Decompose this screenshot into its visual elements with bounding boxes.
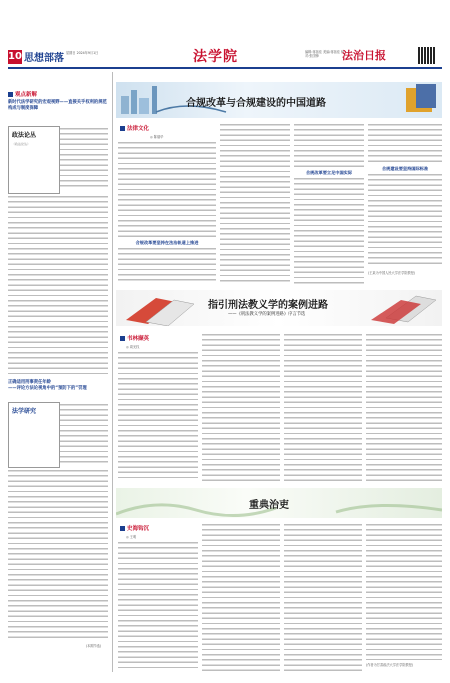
journal1-name: 政法论丛 xyxy=(12,132,37,139)
s3-col1-text xyxy=(118,542,198,672)
journal1-sub: 《政法论丛》 xyxy=(12,142,31,146)
s1-col1-text-b xyxy=(118,248,216,284)
tag-viewpoint: 观点新解 xyxy=(8,90,37,98)
left-text-3 xyxy=(60,404,108,464)
column-name: 思想部落 xyxy=(24,53,64,64)
s2-col4-text xyxy=(366,334,442,482)
section2-subtitle: ——《刑法教义学的案例进路》序言节选 xyxy=(228,312,306,317)
qr-code-icon xyxy=(418,47,435,64)
section2-tag: 书林撷英 xyxy=(120,334,149,342)
left-text-4 xyxy=(8,470,108,638)
s1-subhead-1: 合规改革要坚持在法治轨道上推进 xyxy=(135,240,199,245)
journal2-cover xyxy=(8,402,60,468)
section1-byline: ◎ 陈瑞华 xyxy=(150,135,164,139)
s1-col4-text-b xyxy=(368,174,442,266)
article2-title: 正确适用刑事责任年龄 ——评论方法论视角中的“预防下的”罚理 xyxy=(8,380,87,391)
journal1-cover xyxy=(8,126,60,194)
date-line: 星期日 2024年9月1日 xyxy=(66,51,99,55)
column-divider xyxy=(112,72,113,672)
editor-meta: 编辑:蒋蓓佳 美编:蒋蓓佳 校对:张国锋 xyxy=(305,50,345,59)
section2-banner xyxy=(116,290,442,326)
header-rule xyxy=(8,67,442,69)
s2-col1-text xyxy=(118,352,198,482)
s1-source-note: (王某为中国人民大学法学院教授) xyxy=(368,271,416,275)
s3-col4-text xyxy=(366,524,442,660)
section-title: 法学院 xyxy=(193,49,238,65)
tag-square-icon xyxy=(120,336,125,341)
page-number: 10 xyxy=(8,51,22,62)
left-text-1 xyxy=(60,128,108,188)
newspaper-logo: 法治日报 xyxy=(342,49,386,62)
s1-subhead-2: 合规改革要立足中国实际 xyxy=(305,170,353,175)
section2-title: 指引刑法教义学的案例进路 xyxy=(208,300,328,311)
left-author-note: (本期节选) xyxy=(86,644,102,648)
s3-col2-text xyxy=(202,524,280,672)
s1-col1-text-a xyxy=(118,142,216,238)
journal2-name: 法学研究 xyxy=(12,408,37,415)
s3-col3-text xyxy=(284,524,362,672)
s2-col2-text xyxy=(202,334,280,482)
section1-title: 合规改革与合规建设的中国道路 xyxy=(186,98,326,109)
s2-col3-text xyxy=(284,334,362,482)
tag-square-icon xyxy=(120,126,125,131)
section1-banner xyxy=(116,82,442,118)
section1-tag: 法律文化 xyxy=(120,124,149,132)
section2-byline: ◎ 周光权 xyxy=(126,345,140,349)
tag-square-icon xyxy=(120,526,125,531)
s1-col3-text-a xyxy=(294,124,364,168)
section3-byline: ◎ 王明 xyxy=(126,535,137,539)
article1-title: 新时代法学研究的宏观视野——直接关乎权利的规范构成与制度保障 xyxy=(8,100,107,111)
section3-title: 重典治吏 xyxy=(249,500,289,511)
s1-col4-text-a xyxy=(368,124,442,164)
left-text-2 xyxy=(8,196,108,376)
s1-col2-text xyxy=(220,124,290,284)
section3-banner xyxy=(116,488,442,518)
s3-source-note: (作者为甘肃政法大学法学院教授) xyxy=(366,663,414,667)
section3-tag: 史海钩沉 xyxy=(120,524,149,532)
s1-subhead-3: 合规建设要坚持国际标准 xyxy=(381,166,429,171)
tag-square-icon xyxy=(8,92,13,97)
s1-col3-text-b xyxy=(294,178,364,284)
